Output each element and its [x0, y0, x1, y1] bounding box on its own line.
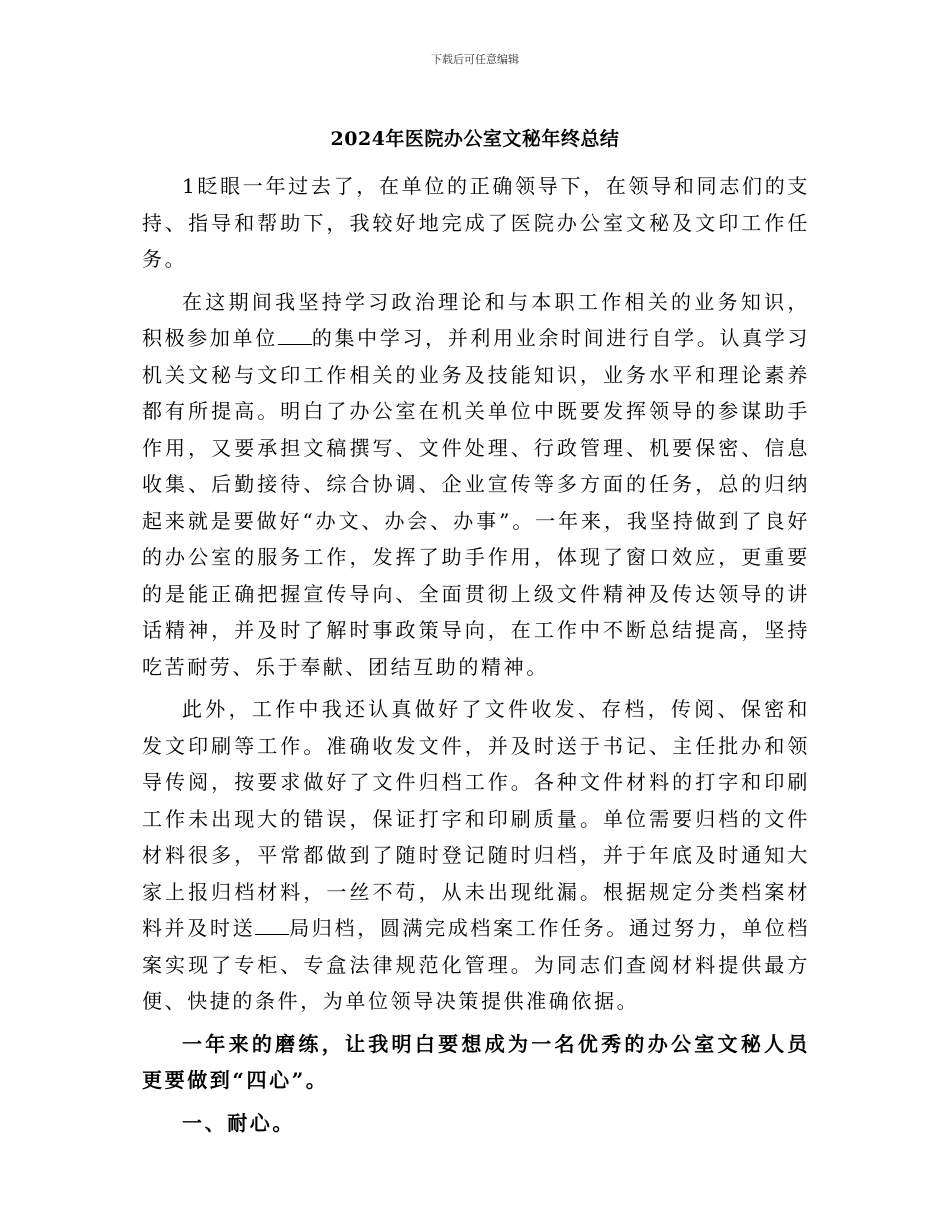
page-header-note: 下载后可任意编辑: [431, 53, 519, 66]
paragraph-text: 1眨眼一年过去了，在单位的正确领导下，在领导和同志们的支持、指导和帮助下，我较好地完成了医院办公室文秘及文印工作任务。: [142, 174, 810, 271]
paragraph-four-hearts: [142, 1026, 810, 1099]
fill-in-blank: [255, 916, 289, 935]
fill-in-blank: [278, 326, 312, 345]
paragraph-text: 的集中学习，并利用业余时间进行自学。认真学习机关文秘与文印工作相关的业务及技能知识，业务水平和理论素养都有所提高。明白了办公室在机关单位中既要发挥领导的参谋助手作用，又要承担文稿撰写、文件处理、行政管理、机要保密、信息收集、后勤接待、综合协调、企业宣传等多方面的任务，总的归纳起来就是要做好“办文、办会、办事”。一年来，我坚持做到了良好的办公室的服务工作，发挥了助手作用，体现了窗口效应，更重要的是能正确把握宣传导向、全面贯彻上级文件精神及传达领导的讲话精神，并及时了解时事政策导向，在工作中不断总结提高，坚持吃苦耐劳、乐于奉献、团结互助的精神。: [142, 326, 810, 679]
paragraph-documents: [142, 691, 810, 1020]
section-heading-patience: [142, 1105, 810, 1142]
paragraph-text: 一、耐心。: [182, 1110, 295, 1135]
paragraph-study: [142, 284, 810, 686]
paragraph-intro: [142, 168, 810, 278]
paragraph-text: 在这期间我坚持学习政治理论和与本职工作相关的业务知识，积极参加单位: [142, 289, 810, 350]
document-body: [142, 168, 810, 1147]
paragraph-text: 局归档，圆满完成档案工作任务。通过努力，单位档案实现了专柜、专盒法律规范化管理。为同志们查阅材料提供最方便、快捷的条件，为单位领导决策提供准确依据。: [142, 916, 810, 1013]
paragraph-text: 此外，工作中我还认真做好了文件收发、存档，传阅、保密和发文印刷等工作。准确收发文件，并及时送于书记、主任批办和领导传阅，按要求做好了文件归档工作。各种文件材料的打字和印刷工作未出现大的错误，保证打字和印刷质量。单位需要归档的文件材料很多，平常都做到了随时登记随时归档，并于年底及时通知大家上报归档材料，一丝不苟，从未出现纰漏。根据规定分类档案材料并及时送: [142, 697, 810, 940]
paragraph-text: 一年来的磨练，让我明白要想成为一名优秀的办公室文秘人员更要做到“四心”。: [142, 1031, 810, 1092]
document-title: 2024年医院办公室文秘年终总结: [330, 128, 620, 150]
